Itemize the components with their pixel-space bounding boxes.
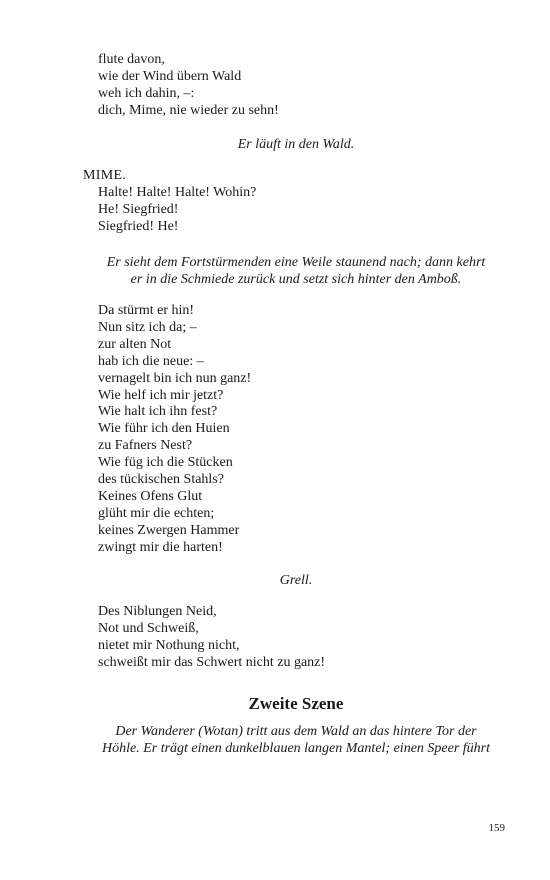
verse-line: Keines Ofens Glut: [98, 488, 203, 504]
verse-block-1: [98, 52, 279, 120]
verse-line: Da stürmt er hin!: [98, 303, 195, 318]
stage-direction-4: [80, 723, 512, 757]
verse-line: Wie führ ich den Huien: [98, 421, 230, 437]
page-number: 159: [488, 822, 505, 834]
verse-line: zwingt mir die harten!: [98, 539, 223, 555]
stage-direction-4-line-1: Der Wanderer (Wotan) tritt aus dem Wald an das hintere Tor der: [115, 724, 477, 739]
stage-direction-2-line-1: Er sieht dem Fortstürmenden eine Weile staunend nach; dann kehrt: [106, 255, 486, 270]
verse-line: nietet mir Nothung nicht,: [98, 637, 240, 653]
scene-title: Zweite Szene: [248, 694, 344, 713]
verse-line: He! Siegfried!: [98, 201, 179, 217]
stage-direction-2: [80, 254, 512, 288]
verse-line: Halte! Halte! Halte! Wohin?: [98, 185, 257, 200]
verse-line: zu Fafners Nest?: [98, 438, 193, 454]
speaker-name: MIME.: [83, 168, 127, 183]
verse-line: Wie helf ich mir jetzt?: [98, 387, 224, 403]
verse-line: Des Niblungen Neid,: [98, 604, 217, 619]
verse-line: Siegfried! He!: [98, 218, 179, 234]
verse-line: dich, Mime, nie wieder zu sehn!: [98, 102, 279, 118]
stage-direction-2-line-2: er in die Schmiede zurück und setzt sich hinter den Amboß.: [130, 272, 462, 287]
stage-direction-4-line-2: Höhle. Er trägt einen dunkelblauen langen Mantel; einen Speer führt: [101, 741, 491, 756]
verse-line: Wie halt ich ihn fest?: [98, 404, 218, 420]
verse-block-2: [98, 185, 256, 236]
verse-line: glüht mir die echten;: [98, 505, 215, 521]
verse-block-4: [98, 604, 325, 672]
verse-line: flute davon,: [98, 52, 165, 67]
verse-line: zur alten Not: [98, 336, 172, 352]
verse-line: Wie füg ich die Stücken: [98, 455, 233, 471]
verse-line: vernagelt bin ich nun ganz!: [98, 370, 252, 386]
verse-line: hab ich die neue: –: [98, 353, 204, 369]
verse-line: schweißt mir das Schwert nicht zu ganz!: [98, 654, 326, 670]
verse-line: Nun sitz ich da; –: [98, 319, 197, 335]
verse-line: des tückischen Stahls?: [98, 472, 224, 488]
verse-line: Not und Schweiß,: [98, 620, 199, 636]
verse-block-3: [98, 303, 251, 557]
stage-direction-1: Er läuft in den Wald.: [237, 137, 355, 152]
verse-line: wie der Wind übern Wald: [98, 68, 242, 84]
verse-line: weh ich dahin, –:: [98, 85, 195, 101]
verse-line: keines Zwergen Hammer: [98, 522, 240, 538]
stage-direction-3: Grell.: [279, 573, 313, 588]
